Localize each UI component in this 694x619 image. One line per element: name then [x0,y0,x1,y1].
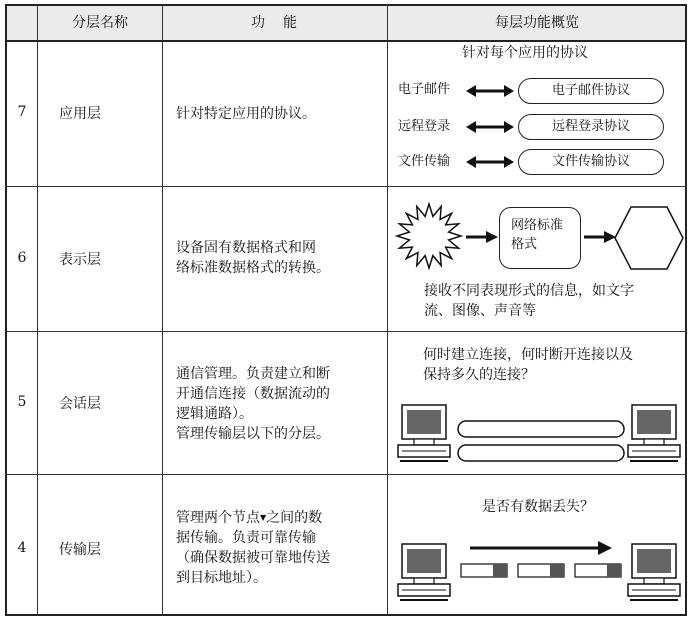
function-text: 管理两个节点 [176,510,260,526]
layer-function: 针对特定应用的协议。 [176,106,316,122]
layer-number: 6 [17,250,27,266]
computer-icon [626,543,684,603]
caption-line: 保持多久的连接？ [423,367,535,383]
caption-line: 何时建立连接，何时断开连接以及 [423,347,633,363]
caption: 是否有数据丢失？ [482,499,594,515]
data-flow-arrow-icon [470,541,612,555]
protocol-pill: 远程登录协议 [518,114,664,140]
overview-title: 针对每个应用的协议 [462,45,588,61]
arrow-right-icon [584,231,616,243]
header-layer-name: 分层名称 [72,15,128,31]
hexagon-icon [614,205,684,271]
layer-function-line: 通信管理。负责建立和断 [176,366,330,382]
header-overview: 每层功能概览 [495,15,579,31]
column-divider [387,4,388,616]
app-label: 远程登录 [398,119,451,134]
connection-tube-icon [456,419,626,465]
layer-number: 7 [17,104,27,120]
layer-function-line: 逻辑通路）。 [176,406,253,422]
double-arrow-icon [466,155,514,169]
header-divider [5,40,687,42]
app-label: 电子邮件 [398,82,451,97]
column-divider [162,4,163,616]
data-packets-icon [460,563,630,579]
layer-function-line [176,508,322,528]
layer-function-line: 据传输。负责可靠传输 [176,530,316,546]
box-line: 网络标准 [511,218,564,233]
row-divider [5,474,687,475]
row-divider [5,186,687,187]
layer-name: 会话层 [59,396,101,412]
protocol-pill: 电子邮件协议 [518,78,664,104]
computer-icon [396,543,454,603]
footnote-marker-icon: ▼ [260,513,267,522]
arrow-right-icon [466,231,498,243]
layer-function-line: 络标准数据格式的转换。 [176,260,330,276]
column-divider [37,4,38,616]
row-divider [5,331,687,332]
computer-icon [626,404,684,464]
layer-function-line: 开通信连接（数据流动的 [176,386,330,402]
layer-number: 4 [17,540,27,556]
layer-name: 传输层 [59,542,101,558]
layer-function-line: 设备固有数据格式和网 [176,240,316,256]
layer-function-line: 管理传输层以下的分层。 [176,426,330,442]
layer-function-line: 到目标地址）。 [176,570,267,586]
function-text: 之间的数 [266,510,323,526]
starburst-icon [392,203,466,269]
box-line: 格式 [511,237,538,252]
caption-line: 接收不同表现形式的信息，如文字 [424,283,634,299]
layer-number: 5 [17,394,27,410]
header-function: 功 能 [251,15,299,31]
computer-icon [396,404,454,464]
app-label: 文件传输 [398,154,451,169]
double-arrow-icon [466,120,514,134]
layer-name: 应用层 [59,106,101,122]
double-arrow-icon [466,84,514,98]
layer-name: 表示层 [59,252,101,268]
layer-function-line: （确保数据被可靠地传送 [176,550,330,566]
protocol-pill: 文件传输协议 [518,149,664,175]
caption-line: 流、图像、声音等 [424,303,536,319]
network-standard-format-box [499,207,581,269]
